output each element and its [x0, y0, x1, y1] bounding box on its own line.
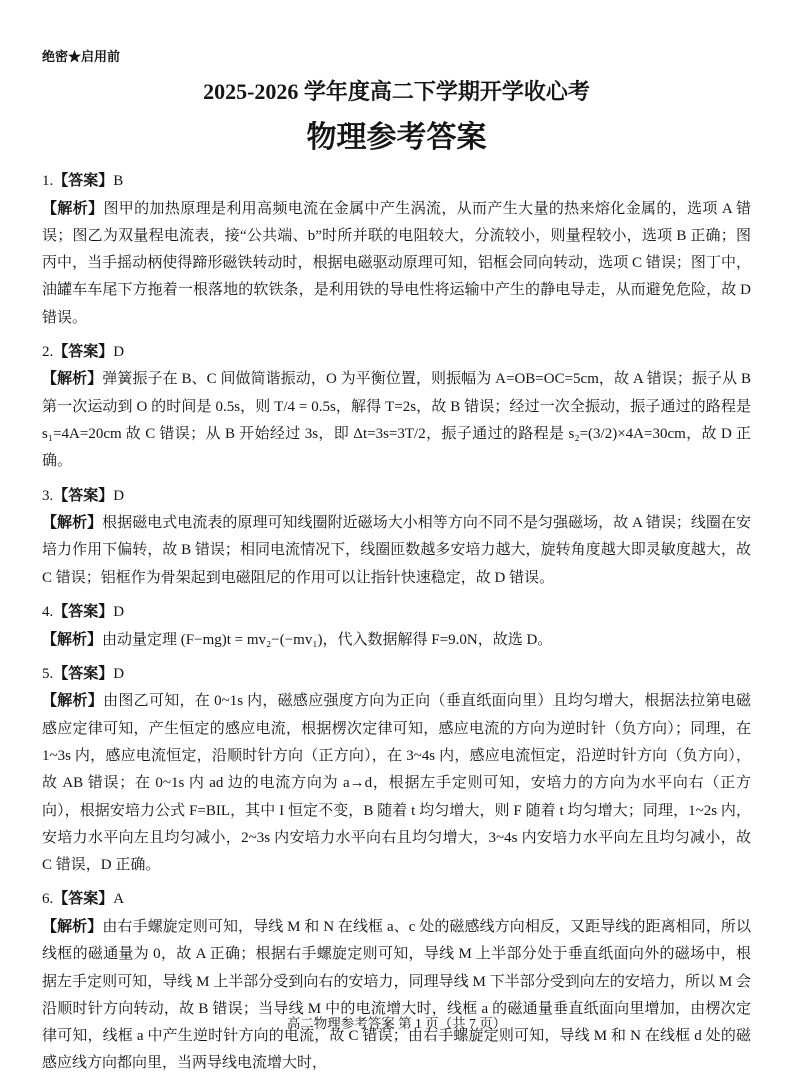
answer-value: A [113, 891, 125, 908]
analysis-paragraph [42, 510, 751, 592]
analysis-label: 【解析】 [42, 371, 103, 388]
answer-label: 【答案】 [53, 665, 114, 682]
analysis-text: 由动量定理 (F−mg)t = mv₂−(−mv₁)，代入数据解得 F=9.0N，故选 D。 [102, 631, 553, 648]
answers-section [42, 170, 751, 1078]
question-number: 6. [42, 891, 54, 908]
question-number: 4. [42, 604, 54, 621]
page-footer: 高二物理参考答案 第 1 页（共 7 页） [286, 1016, 507, 1031]
answer-line [42, 888, 751, 911]
analysis-paragraph [42, 366, 751, 475]
analysis-paragraph [42, 196, 751, 332]
analysis-paragraph [42, 688, 751, 879]
answer-block [42, 663, 751, 880]
analysis-text: 由右手螺旋定则可知，导线 M 和 N 在线框 a、c 处的磁感线方向相反，又距导线的距离相同，所以线框的磁通量为 0，故 A 正确；根据右手螺旋定则可知，导线 M 上半部分处于垂直纸面向外的磁场中，根据左手定则可知，导线 M 上半部分受到向右的安培力，同理导线 M 下半部分受到向左的安培力，所以 M 会沿顺时针方向转动，故 B 错误；当导线 M 中的电流增大时，线框 a 的磁通量垂直纸面向里增加，由楞次定律可知，线框 a 中产生逆时针方向的电流，故 C 错误；由右手螺旋定则可知，导线 M 和 N 在线框 d 处的磁感应线方向都向里，当两导线电流增大时， [42, 918, 751, 1072]
answer-line [42, 170, 751, 193]
answer-label: 【答案】 [53, 343, 114, 360]
answer-line [42, 601, 751, 624]
answer-block [42, 888, 751, 1077]
answer-label: 【答案】 [53, 487, 114, 504]
answer-value: D [113, 665, 125, 682]
answer-value: B [113, 173, 124, 189]
page-title: 物理参考答案 [306, 121, 487, 154]
question-number: 3. [42, 487, 54, 504]
analysis-label: 【解析】 [42, 200, 104, 217]
answer-block [42, 170, 751, 332]
analysis-text: 根据磁电式电流表的原理可知线圈附近磁场大小相等方向不同不是匀强磁场，故 A 错误；线圈在安培力作用下偏转，故 B 错误；相同电流情况下，线圈匝数越多安培力越大，旋转角度越大即灵敏度越大，故 C 错误；铝框作为骨架起到电磁阻尼的作用可以让指针快速稳定，故 D 错误。 [42, 515, 751, 586]
answer-label: 【答案】 [53, 173, 114, 189]
question-number: 2. [42, 343, 54, 360]
answer-block [42, 485, 751, 592]
answer-value: D [113, 343, 125, 360]
analysis-text: 由图乙可知，在 0~1s 内，磁感应强度方向为正向（垂直纸面向里）且均匀增大，根据法拉第电磁感应定律可知，产生恒定的感应电流，根据楞次定律可知，感应电流的方向为逆时针（负方向）；同理，在 1~3s 内，感应电流恒定，沿顺时针方向（正方向），在 3~4s 内，感应电流恒定，沿逆时针方向（负方向），故 AB 错误；在 0~1s 内 ad 边的电流方向为 a→d，根据左手定则可知，安培力的方向为水平向右（正方向），根据安培力公式 F=BIL，其中 I 恒定不变，B 随着 t 均匀增大，则 F 随着 t 均匀增大；同理，1~2s 内，安培力水平向左且均匀减小，2~3s 内安培力水平向右且均匀增大，3~4s 内安培力水平向左且均匀减小，故 C 错误，D 正确。 [42, 693, 751, 874]
analysis-paragraph [42, 914, 751, 1078]
question-number: 5. [42, 665, 54, 682]
analysis-text: 图甲的加热原理是利用高频电流在金属中产生涡流，从而产生大量的热来熔化金属的，选项 A 错误；图乙为双量程电流表，接“公共端、b”时所并联的电阻较大，分流较小，则量程较小，选项 B 正确；图丙中，当手摇动柄使得蹄形磁铁转动时，根据电磁驱动原理可知，铝框会同向转动，选项 C 错误；图丁中，油罐车车尾下方拖着一根落地的软铁条，是利用铁的导电性将运输中产生的静电导走，从而避免危险，故 D 错误。 [42, 200, 751, 326]
question-number: 1. [42, 173, 54, 189]
answer-block [42, 601, 751, 654]
classification-marking: 绝密★启用前 [42, 49, 121, 64]
analysis-text: 弹簧振子在 B、C 间做简谐振动，O 为平衡位置，则振幅为 A=OB=OC=5cm，故 A 错误；振子从 B 第一次运动到 O 的时间是 0.5s，则 T/4 = 0.5s，解得 T=2s，故 B 错误；经过一次全振动，振子通过的路程是 s₁=4A=20cm 故 C 错误；从 B 开始经过 3s，即 Δt=3s=3T/2，振子通过的路程是 s₂=(3/2)×4A=30cm，故 D 正确。 [42, 371, 751, 470]
answer-label: 【答案】 [53, 891, 114, 908]
exam-title: 2025-2026 学年度高二下学期开学收心考 [203, 79, 590, 104]
answer-value: D [113, 487, 125, 504]
analysis-paragraph [42, 627, 751, 654]
answer-line [42, 485, 751, 508]
answer-line [42, 341, 751, 364]
analysis-label: 【解析】 [42, 631, 103, 648]
analysis-label: 【解析】 [42, 693, 104, 710]
analysis-label: 【解析】 [42, 918, 103, 935]
answer-value: D [113, 604, 125, 621]
answer-label: 【答案】 [53, 604, 114, 621]
analysis-label: 【解析】 [42, 515, 103, 532]
answer-block [42, 341, 751, 476]
answer-line [42, 663, 751, 686]
